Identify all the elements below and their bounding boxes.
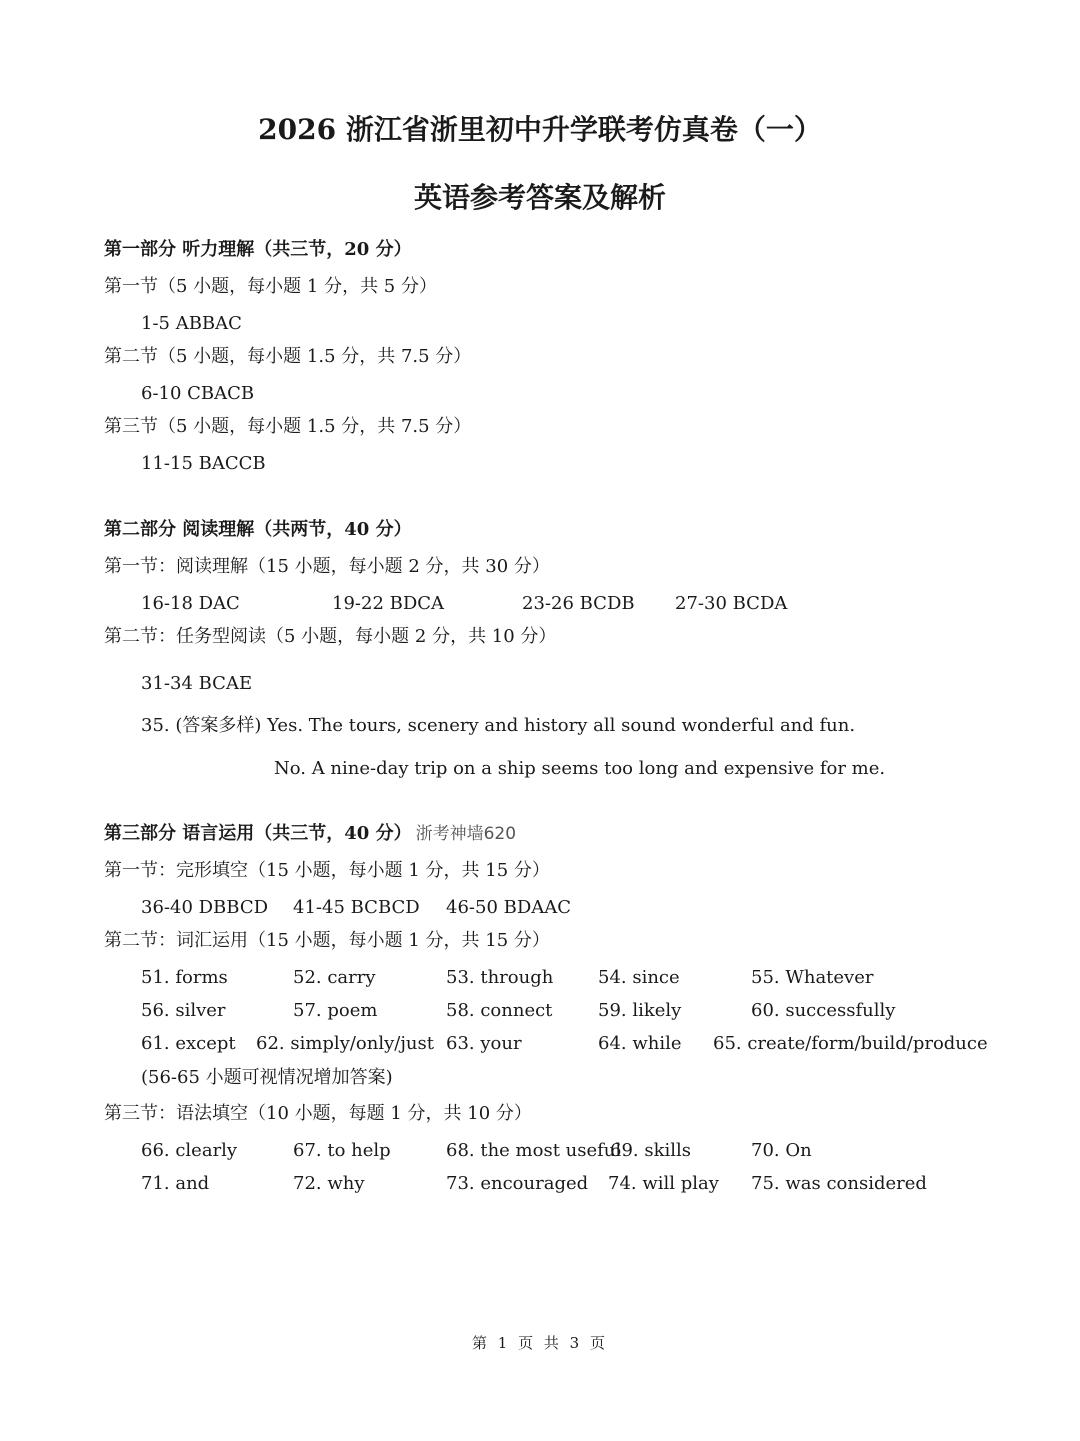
- part1-section2-heading: 第二节（5 小题，每小题 1.5 分，共 7.5 分）: [104, 346, 472, 367]
- answer-item: 64. while: [598, 1033, 682, 1054]
- answer-item: 65. create/form/build/produce: [713, 1033, 988, 1054]
- q35-answer-yes: 35. (答案多样) Yes. The tours, scenery and history all sound wonderful and fun.: [141, 715, 856, 736]
- answer-item: 70. On: [751, 1140, 812, 1161]
- answer-item: 53. through: [446, 967, 554, 988]
- answer-item: 59. likely: [598, 1000, 682, 1021]
- answer-item: 68. the most useful: [446, 1140, 622, 1161]
- part2-section1-heading: 第一节：阅读理解（15 小题，每小题 2 分，共 30 分）: [104, 556, 550, 577]
- answer-item: 66. clearly: [141, 1140, 238, 1161]
- answer-group: 23-26 BCDB: [522, 593, 635, 614]
- part3-section2-note: (56-65 小题可视情况增加答案): [141, 1067, 393, 1088]
- answer-item: 75. was considered: [751, 1173, 927, 1194]
- answer-group: 36-40 DBBCD: [141, 897, 269, 918]
- answer-item: 62. simply/only/just: [256, 1033, 434, 1054]
- answer-group: 41-45 BCBCD: [293, 897, 420, 918]
- part1-section3-heading: 第三节（5 小题，每小题 1.5 分，共 7.5 分）: [104, 416, 472, 437]
- part1-section3-answer: 11-15 BACCB: [141, 453, 266, 474]
- part3-section2-heading: 第二节：词汇运用（15 小题，每小题 1 分，共 15 分）: [104, 930, 550, 951]
- part2-section2-heading: 第二节：任务型阅读（5 小题，每小题 2 分，共 10 分）: [104, 626, 557, 647]
- answer-item: 63. your: [446, 1033, 522, 1054]
- part1-heading: 第一部分 听力理解（共三节，20 分）: [104, 239, 412, 260]
- page-subtitle: 英语参考答案及解析: [413, 181, 666, 214]
- answer-item: 57. poem: [293, 1000, 378, 1021]
- answer-item: 56. silver: [141, 1000, 226, 1021]
- part3-heading-text: 第三部分 语言运用（共三节，40 分）: [104, 823, 412, 844]
- watermark-text: 浙考神墙620: [415, 824, 517, 844]
- answer-item: 67. to help: [293, 1140, 391, 1161]
- part3-heading: [104, 822, 516, 846]
- answer-group: 27-30 BCDA: [675, 593, 788, 614]
- page-number: 第 1 页 共 3 页: [472, 1334, 608, 1352]
- part3-section3-heading: 第三节：语法填空（10 小题，每题 1 分，共 10 分）: [104, 1103, 532, 1124]
- answer-item: 73. encouraged: [446, 1173, 589, 1194]
- part2-heading: 第二部分 阅读理解（共两节，40 分）: [104, 519, 412, 540]
- q35-answer-no: No. A nine-day trip on a ship seems too long and expensive for me.: [274, 758, 886, 779]
- part1-section1-heading: 第一节（5 小题，每小题 1 分，共 5 分）: [104, 276, 437, 297]
- part1-section2-answer: 6-10 CBACB: [141, 383, 255, 404]
- answer-item: 61. except: [141, 1033, 236, 1054]
- answer-group: 19-22 BDCA: [332, 593, 445, 614]
- page-title: 2026 浙江省浙里初中升学联考仿真卷（一）: [258, 113, 822, 146]
- answer-item: 52. carry: [293, 967, 376, 988]
- answer-item: 72. why: [293, 1173, 365, 1194]
- answer-item: 60. successfully: [751, 1000, 896, 1021]
- answer-item: 51. forms: [141, 967, 228, 988]
- answer-item: 55. Whatever: [751, 967, 874, 988]
- answer-item: 69. skills: [610, 1140, 691, 1161]
- part2-section2-answer: 31-34 BCAE: [141, 673, 253, 694]
- answer-item: 74. will play: [608, 1173, 719, 1194]
- part3-section1-heading: 第一节：完形填空（15 小题，每小题 1 分，共 15 分）: [104, 860, 550, 881]
- answer-item: 54. since: [598, 967, 680, 988]
- answer-group: 46-50 BDAAC: [446, 897, 572, 918]
- answer-item: 58. connect: [446, 1000, 553, 1021]
- answer-item: 71. and: [141, 1173, 210, 1194]
- part1-section1-answer: 1-5 ABBAC: [141, 313, 242, 334]
- answer-group: 16-18 DAC: [141, 593, 240, 614]
